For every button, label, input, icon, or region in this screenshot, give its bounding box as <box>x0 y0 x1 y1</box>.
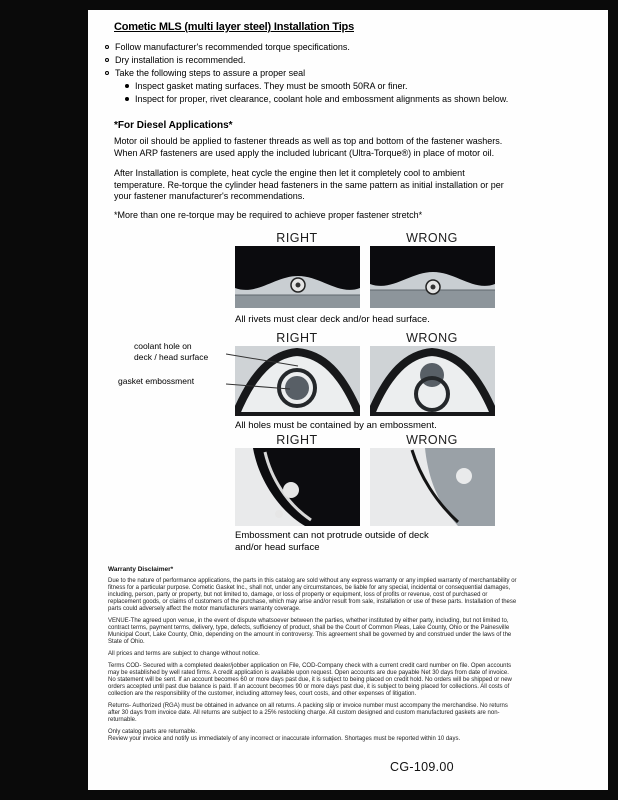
tips-list <box>104 42 584 107</box>
open-bullet-icon <box>105 45 109 49</box>
list-item <box>104 55 584 68</box>
list-item <box>104 68 584 81</box>
coolant-hole-diagram-wrong <box>370 346 495 416</box>
caption-line: Embossment can not protrude outside of deck <box>235 530 429 541</box>
gasket-embossment-annotation: gasket embossment <box>118 376 195 386</box>
coolant-hole-annotation <box>134 341 230 362</box>
page <box>88 10 608 790</box>
tip-text: Inspect for proper, rivet clearance, coolant hole and embossment alignments as shown below. <box>135 94 509 104</box>
rivet-caption: All rivets must clear deck and/or head surface. <box>235 314 430 325</box>
list-item <box>104 94 584 107</box>
embossment-caption: All holes must be contained by an embossment. <box>235 420 437 431</box>
legal-paragraph: Due to the nature of performance applications, the parts in this catalog are sold without any express warranty or any implied warranty of merchantability or fitness for a particular purpose. Cometic Gasket Inc., shall not, under any circumstances, be liable for any special, incidental or consequential damages, including, person, party or property, but not limited to, damage, or loss of property or equipment, loss of profits or revenue, cost of purchased or replacement goods, or claims of customers of the purchase, which may arise and/or result from sale, installation or use of these parts. Installation of these parts could adversely affect the motor manufacturers warranty coverage. <box>108 578 517 612</box>
annotation-leader-lines <box>226 346 302 396</box>
tip-text: Take the following steps to assure a proper seal <box>115 68 306 78</box>
retorque-note: *More than one re-torque may be required to achieve proper fastener stretch* <box>114 210 423 220</box>
tip-text: Dry installation is recommended. <box>115 55 246 65</box>
right-label: RIGHT <box>276 231 318 245</box>
caption-line: and/or head surface <box>235 542 320 553</box>
diesel-paragraph-2: After Installation is complete, heat cycle the engine then let it completely cool to ambient temperature. Re-torque the cylinder head fasteners in the same pattern as initial installation or per your fastener manufacturer's recommendations. <box>114 168 504 201</box>
wrong-label: WRONG <box>406 231 458 245</box>
list-item <box>104 81 584 94</box>
rivet-diagram-right <box>235 246 360 308</box>
legal-paragraph: Terms COD- Secured with a completed dealer/jobber application on File, COD-Company check with a current credit card number on file. Open accounts may be established by well rated firms. A credit application is available upon request. Open accounts are due payable Net 30 days from date of invoice. No statement will be sent. If an account becomes 60 or more days past due, it is subject to being placed on credit hold. No orders will be shipped or new orders accepted until past due balance is paid. If an account becomes 90 or more days past due, it is subject to being placed for collections. All costs of collection are the responsibility of the customer, including attorney fees, court costs, and other expenses of litigation. <box>108 663 512 697</box>
legal-paragraph: Review your invoice and notify us immediately of any incorrect or inaccurate information. Shortages must be reported within 10 days. <box>108 736 461 742</box>
tip-text: Follow manufacturer's recommended torque specifications. <box>115 42 350 52</box>
open-bullet-icon <box>105 71 109 75</box>
rivet-wrong-illustration <box>370 246 495 308</box>
legal-paragraph: VENUE-The agreed upon venue, in the event of dispute whatsoever between the parties, whether instituted by either party, including, but not limited to, contract terms, payment terms, delivery, type, defects, sufficiency of product, shall be the Court of Common Pleas, Lake County, Ohio or the Painesville Municipal Court, Lake County, Ohio, depending on the amount in controversy. This agreement shall be governed by and construed under the laws of the State of Ohio. <box>108 618 512 645</box>
page-title: Cometic MLS (multi layer steel) Installation Tips <box>114 21 354 33</box>
deck-wrong-illustration <box>370 448 495 526</box>
right-label: RIGHT <box>276 331 318 345</box>
warranty-disclaimer-heading: Warranty Disclaimer* <box>108 566 174 573</box>
deck-edge-diagram-right <box>235 448 360 526</box>
deck-right-illustration <box>235 448 360 526</box>
right-label: RIGHT <box>276 433 318 447</box>
annotation-line: deck / head surface <box>134 351 209 362</box>
document-number: CG-109.00 <box>390 760 454 774</box>
wrong-label: WRONG <box>406 433 458 447</box>
diesel-paragraph-1: Motor oil should be applied to fastener threads as well as top and bottom of the fastener washers. When ARP fasteners are used apply the included lubricant (Ultra-Torque®) in place of motor oil. <box>114 136 503 158</box>
deck-edge-caption <box>235 530 525 554</box>
list-item <box>104 42 584 55</box>
coolant-wrong-illustration <box>370 346 495 416</box>
wrong-label: WRONG <box>406 331 458 345</box>
legal-section <box>108 566 518 748</box>
filled-bullet-icon <box>125 97 129 101</box>
open-bullet-icon <box>105 58 109 62</box>
deck-edge-diagram-wrong <box>370 448 495 526</box>
legal-paragraph: Only catalog parts are returnable. <box>108 729 198 735</box>
tip-text: Inspect gasket mating surfaces. They must be smooth 50RA or finer. <box>135 81 408 91</box>
legal-paragraph: Returns- Authorized (RGA) must be obtained in advance on all returns. A packing slip or invoice number must accompany the merchandise. No returns after 30 days from invoice date. All returns are subject to a 25% restocking charge. All custom designed and custom manufactured gaskets are non-returnable. <box>108 703 508 723</box>
legal-paragraph: All prices and terms are subject to change without notice. <box>108 651 260 657</box>
rivet-right-illustration <box>235 246 360 308</box>
diesel-heading: *For Diesel Applications* <box>114 120 233 131</box>
annotation-line: coolant hole on <box>134 341 192 351</box>
filled-bullet-icon <box>125 84 129 88</box>
rivet-diagram-wrong <box>370 246 495 308</box>
